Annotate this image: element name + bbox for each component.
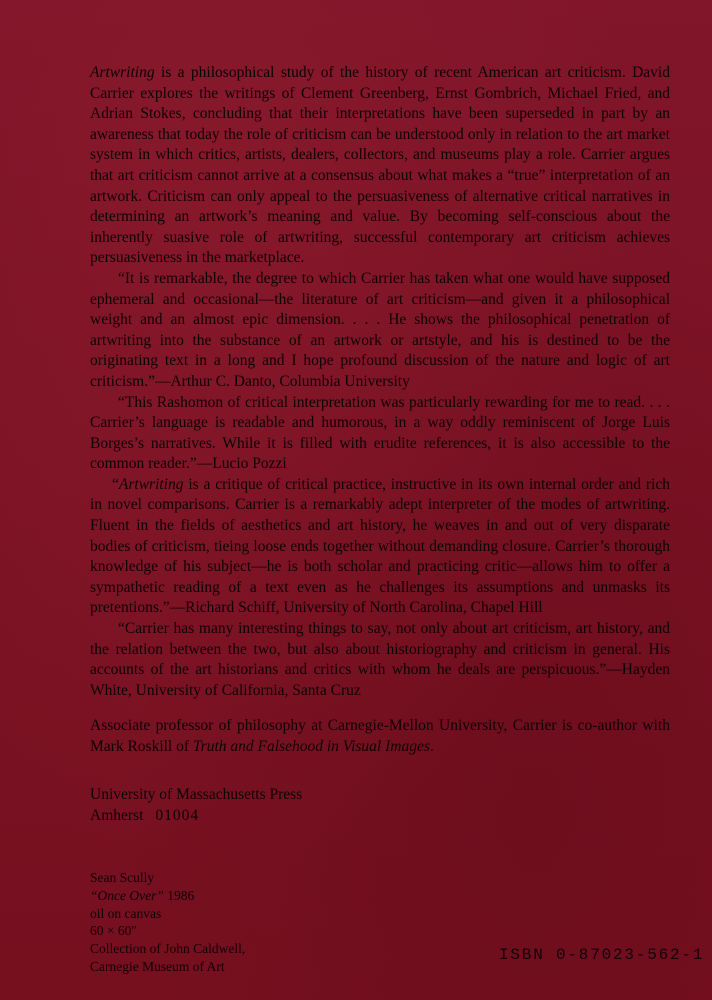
publisher-address <box>90 805 302 826</box>
description-text: is a philosophical study of the history of recent American art criticism. David Carrier explores the writings of Clement Greenberg, Ernst Gombrich, Michael Fried, and Adrian Stokes, concluding that their interpretations have been superseded in part by an awareness that today the role of criticism can be understood only in relation to the art market system in which critics, artists, dealers, collectors, and museums play a role. Carrier argues that art criticism cannot arrive at a consensus about what makes a “true” interpretation of an artwork. Criticism can only appeal to the persuasiveness of alternative critical narratives in determining an artwork’s meaning and value. By becoming self-conscious about the inherently suasive role of artwriting, successful contemporary art criticism achieves persuasiveness in the marketplace. <box>90 64 670 267</box>
author-bio <box>90 716 670 757</box>
quote-schiff <box>90 475 670 619</box>
quote-pozzi: “This Rashomon of critical interpretation was particularly rewarding for me to read. . . . Carrier’s language is readable and humorous, in a way oddly reminiscent of Jorge Luis Borges’s narratives. While it is filled with erudite references, it is also accessible to the common reader.”—Lucio Pozzi <box>90 393 670 473</box>
author-bio-text: Associate professor of philosophy at Carnegie-Mellon University, Carrier is co-author with Mark Roskill of <box>90 717 670 755</box>
credit-medium: oil on canvas <box>90 905 162 921</box>
author-bio-book: Truth and Falsehood in Visual Images <box>192 738 430 755</box>
quote-schiff-open: “ <box>112 475 119 493</box>
quote-schiff-title: Artwriting <box>118 475 184 493</box>
cover-text-block <box>90 63 670 758</box>
isbn-number: ISBN 0-87023-562-1 <box>499 946 705 964</box>
credit-work <box>90 887 245 905</box>
quote-white: “Carrier has many interesting things to say, not only about art criticism, art history, and the relation between the two, but also about historiography and criticism in general. His accounts of the art historians and critics with whom he deals are perspicuous.”—Hayden White, University of California, Santa Cruz <box>90 620 670 699</box>
publisher-zip: 01004 <box>155 807 200 824</box>
publisher-name: University of Massachusetts Press <box>90 786 303 803</box>
cover-art-credits <box>90 869 245 976</box>
publisher-city: Amherst <box>90 807 144 824</box>
credit-size: 60 × 60″ <box>90 923 137 939</box>
quote-schiff-text: is a critique of critical practice, instructive in its own internal order and rich in novel comparisons. Carrier is a remarkably adept interpreter of the modes of artwriting. Fluent in the fields of aesthetics and art history, he weaves in and out of very disparate bodies of criticism, tieing loose ends together without demanding closure. Carrier’s thorough knowledge of his subject—he is both scholar and practicing critic—allows him to offer a sympathetic reading of a text even as he challenges its assumptions and unmasks its pretentions.”—Richard Schiff, University of North Carolina, Chapel Hill <box>90 475 670 617</box>
author-bio-end: . <box>429 738 434 755</box>
quote-danto: “It is remarkable, the degree to which Carrier has taken what one would have supposed ephemeral and occasional—the literature of art criticism—and given it a philosophical weight and an almost epic dimension. . . . He shows the philosophical penetration of artwriting into the substance of an artwork or artstyle, and his is destined to be the originating text in a long and I hope profound discussion of the nature and logic of art criticism.”—Arthur C. Danto, Columbia University <box>90 269 670 390</box>
credit-museum: Carnegie Museum of Art <box>90 958 225 974</box>
credit-work-title: “Once Over” <box>90 887 164 903</box>
book-title-italic: Artwriting <box>90 64 155 81</box>
publisher-block <box>90 784 302 826</box>
credit-artist: Sean Scully <box>90 870 155 885</box>
book-description <box>90 63 670 269</box>
credit-collection: Collection of John Caldwell, <box>90 941 246 957</box>
credit-year: 1986 <box>163 887 195 903</box>
